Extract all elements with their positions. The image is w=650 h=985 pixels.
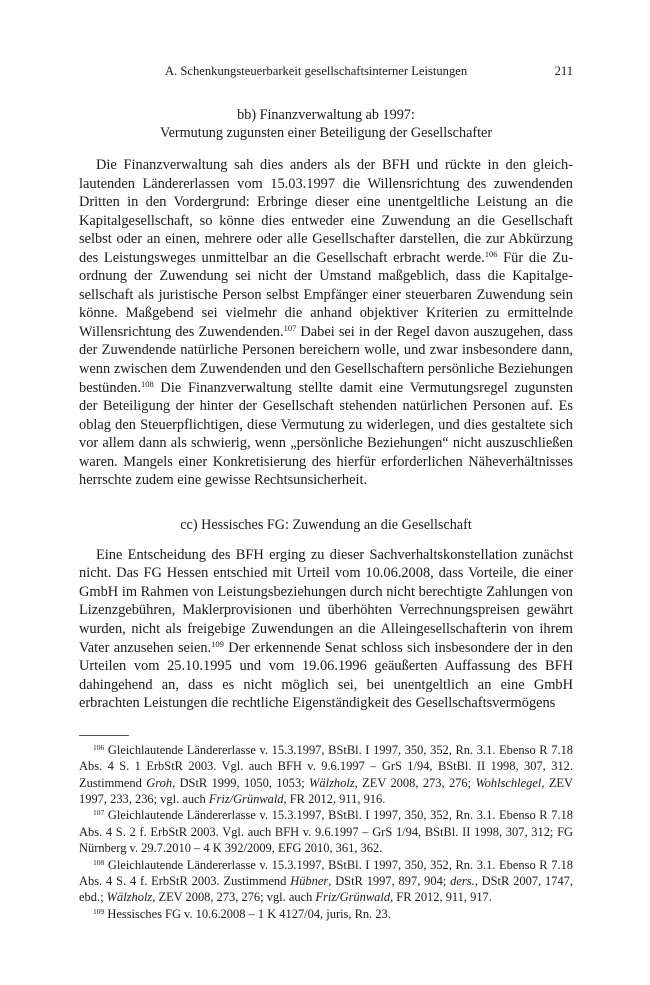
- author-name: Wohlschlegel: [475, 775, 542, 790]
- text-run: Für die Zuordnung der Zuwendung sei nicht der Umstand maßgeblich, dass die Kapitalgesellschaft als juristische Person selbst Empfänger einer steuerbaren Zuwendung sein könne. Maßgebend sei vielmehr die anhand objektiver Kriterien zu ermittelnde Willensrichtung des Zuwendenden.: [79, 249, 573, 340]
- footnote-number: 106: [93, 742, 105, 752]
- running-header: [79, 62, 573, 80]
- footnote-ref[interactable]: 106: [484, 248, 498, 259]
- text-run: , DStR 2007, 1747, ebd.;: [79, 874, 573, 905]
- author-name: Friz/Grünwald: [208, 791, 284, 806]
- author-name: Hübner: [290, 874, 329, 889]
- text-run: , FR 2012, 911, 917.: [390, 890, 492, 905]
- text-run: , ZEV 2008, 273, 276;: [354, 775, 476, 790]
- section-heading-bb: [79, 106, 573, 142]
- section-heading-line: cc) Hessisches FG: Zuwendung an die Gesellschaft: [180, 516, 472, 533]
- author-name: Friz/Grünwald: [315, 890, 391, 905]
- page-number: 211: [554, 64, 573, 78]
- text-run: Die Finanzverwaltung stellte damit eine Vermutungsregel zugunsten der Beteiligung der hinter der Gesellschaft stehenden natürlichen Personen auf. Es oblag den Steuerpflichtigen, diese Vermutung zu widerlegen, und dies gestaltete sich vor allem dann als schwierig, wenn „persönliche Beziehungen“ nicht auszuschließen waren. Mangels einer Konkretisierung des hierfür erforderlichen Näheverhältnisses herrschte zudem eine gewisse Rechtsunsicherheit.: [79, 379, 573, 489]
- running-title: A. Schenkungsteuerbarkeit gesellschaftsinterner Leistungen: [165, 64, 468, 78]
- footnote: [79, 906, 573, 922]
- body-paragraph: [79, 546, 573, 713]
- text-run: Hessisches FG v. 10.6.2008 – 1 K 4127/04, juris, Rn. 23.: [107, 906, 391, 921]
- footnote: [79, 742, 573, 808]
- text-run: , DStR 1999, 1050, 1053;: [172, 775, 310, 790]
- footnote-number: 107: [93, 808, 105, 818]
- book-page: [79, 62, 573, 922]
- author-name: Wälzholz: [309, 775, 355, 790]
- footnote-ref[interactable]: 109: [211, 638, 224, 649]
- text-run: , ZEV 2008, 273, 276; vgl. auch: [152, 890, 316, 905]
- text-run: Gleichlautende Ländererlasse v. 15.3.1997, BStBl. I 1997, 350, 352, Rn. 3.1. Ebenso R 7.18 Abs. 4 S. 2 f. ErbStR 2003. Vgl. auch BFH v. 9.6.1997 – GrS 1/94, BStBl. II 1998, 307, 312; FG Nürnberg v. 29.7.2010 – 4 K 392/2009, EFG 2010, 361, 362.: [79, 808, 574, 856]
- footnote-number: 108: [93, 857, 105, 867]
- footnote-number: 109: [93, 906, 105, 916]
- footnote-ref[interactable]: 108: [140, 378, 154, 389]
- author-name: Wälzholz: [106, 890, 153, 905]
- author-name: ders.: [450, 874, 475, 889]
- text-run: Der erkennende Senat schloss sich insbesondere der in den Urteilen vom 25.10.1995 und vom 19.06.1996 geäußerten Auffassung des BFH dahingehend an, dass es nicht möglich sei, bei unentgeltlich an eine GmbH erbrachten Leistungen die rechtliche Eigenständigkeit des Gesellschaftsvermögens: [79, 639, 573, 712]
- section-heading-cc: [79, 516, 573, 534]
- text-run: , ZEV 1997, 233, 236; vgl. auch: [79, 775, 573, 806]
- section-heading-line: bb) Finanzverwaltung ab 1997:: [237, 107, 415, 123]
- body-paragraph: [79, 156, 573, 490]
- author-name: Groh: [146, 775, 173, 790]
- text-run: , FR 2012, 911, 916.: [283, 791, 386, 806]
- text-run: Eine Entscheidung des BFH erging zu dieser Sachverhaltskonstellation zunächst nicht. Das FG Hessen entschied mit Urteil vom 10.06.2008, dass Vorteile, die einer GmbH im Rahmen von Leistungsbeziehungen durch nicht berechtigte Zahlungen von Lizenzgebühren, Maklerprovisionen und überhöhten Verrechnungspreisen gewährt wurden, nicht als freigebige Zuwendungen an die Alleingesellschafterin von ihrem Vater anzusehen seien.: [79, 546, 573, 656]
- text-run: Gleichlautende Ländererlasse v. 15.3.1997, BStBl. I 1997, 350, 352, Rn. 3.1. Ebenso R 7.18 Abs. 4 S. 4 f. ErbStR 2003. Zustimmend: [79, 857, 574, 889]
- footnote: [79, 807, 573, 856]
- text-run: , DStR 1997, 897, 904;: [328, 874, 451, 889]
- text-run: Dabei sei in der Regel davon auszugehen, dass der Zuwendende natürliche Personen bereichern wolle, und zwar insbesondere dann, wenn zwischen dem Zuwendenden und den Gesellschaftern persönliche Beziehungen bestünden.: [79, 323, 574, 396]
- text-run: Gleichlautende Ländererlasse v. 15.3.1997, BStBl. I 1997, 350, 352, Rn. 3.1. Ebenso R 7.18 Abs. 4 S. 1 ErbStR 2003. Vgl. auch BFH v. 9.6.1997 – GrS 1/94, BStBl. II 1998, 307, 312. Zustimmend: [79, 742, 574, 790]
- footnote: [79, 857, 573, 906]
- text-run: Die Finanzverwaltung sah dies anders als der BFH und rückte in den gleichlautenden Ländererlassen vom 15.03.1997 die Willensrichtung des zuwendenden Dritten in den Vordergrund: Erbringe dieser eine unentgeltliche Leistung an die Kapitalgesellschaft, so könne dies entweder eine Zuwendung an die Gesellschaft selbst oder an einen, mehrere oder alle Gesellschafter darstellen, die zur Abkürzung des Leistungsweges unmittelbar an die Gesellschaft erbracht werde.: [79, 157, 573, 266]
- footnote-divider: [79, 735, 129, 736]
- section-heading-line: Vermutung zugunsten einer Beteiligung der Gesellschafter: [159, 125, 493, 141]
- footnote-ref[interactable]: 107: [283, 322, 297, 333]
